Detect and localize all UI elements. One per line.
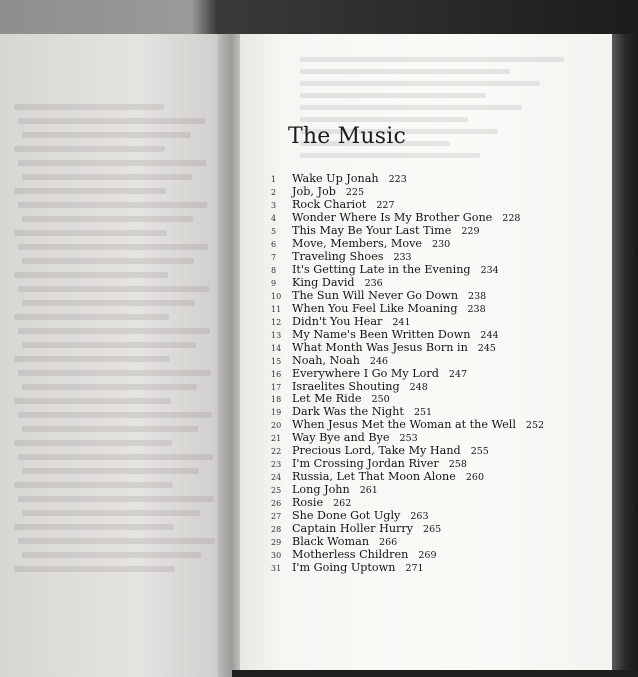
toc-entry-number: 3: [271, 200, 277, 210]
toc-entry-title: Way Bye and Bye: [292, 431, 390, 445]
left-page-ghost-text: [18, 328, 210, 334]
toc-entry: [271, 302, 544, 315]
toc-entry: [271, 367, 544, 380]
toc-entry-number: 30: [271, 551, 282, 561]
toc-entry-page: 234: [480, 264, 499, 276]
toc-entry: [271, 315, 544, 328]
left-page-ghost-text: [18, 454, 213, 460]
toc-entry-title: When You Feel Like Moaning: [292, 301, 458, 315]
toc-entry-number: 7: [271, 252, 277, 262]
toc-entry-number: 23: [271, 460, 282, 470]
left-page-ghost-text: [14, 272, 168, 278]
toc-entry-number: 10: [271, 291, 282, 301]
toc-entry-title: Long John: [292, 483, 350, 497]
toc-entry-page: 241: [392, 316, 411, 328]
toc-entry-title: Black Woman: [292, 535, 370, 549]
toc-entry: [271, 522, 544, 535]
left-page-ghost-text: [18, 538, 215, 544]
left-page-ghost-text: [18, 412, 212, 418]
toc-entry: [271, 509, 544, 522]
toc-entry-page: 253: [399, 433, 418, 445]
toc-entry-page: 245: [477, 342, 496, 354]
toc-entry-title: Precious Lord, Take My Hand: [292, 444, 461, 458]
left-page-ghost-text: [14, 146, 165, 152]
toc-entry-page: 238: [468, 290, 487, 302]
toc-entry: [271, 354, 544, 367]
toc-entry-page: 248: [409, 381, 428, 393]
left-page-ghost-text: [14, 356, 170, 362]
toc-entry-page: 250: [371, 394, 390, 406]
toc-entry: [271, 172, 544, 185]
toc-entry-title: This May Be Your Last Time: [292, 223, 452, 237]
toc-entry-page: 228: [502, 212, 521, 224]
toc-entry-page: 223: [388, 174, 407, 185]
toc-entry-page: 260: [465, 472, 485, 484]
left-page-ghost-text: [22, 174, 192, 180]
toc-entry-title: Captain Holler Hurry: [292, 522, 414, 536]
left-page-ghost-text: [22, 258, 194, 264]
toc-entry: [271, 198, 544, 211]
book-bottom-edge: [232, 670, 638, 677]
toc-entry-number: 31: [271, 564, 282, 574]
toc-entry: [271, 496, 544, 509]
toc-entry-page: 230: [432, 238, 451, 250]
toc-entry-number: 26: [271, 499, 282, 509]
left-page-ghost-text: [22, 468, 199, 474]
toc-entry-number: 20: [271, 421, 282, 431]
left-page-ghost-text: [14, 482, 173, 488]
toc-entry-title: Dark Was the Night: [292, 405, 404, 419]
toc-entry-page: 263: [410, 511, 429, 523]
toc-entry: [271, 289, 544, 302]
left-page-ghost-text: [14, 398, 171, 404]
toc-entry-page: 255: [470, 446, 489, 458]
left-page-ghost-text: [22, 384, 197, 390]
book-right-edge: [612, 34, 638, 677]
toc-entry-number: 29: [271, 538, 282, 548]
toc-entry-number: 17: [271, 382, 282, 392]
toc-entry-number: 9: [271, 278, 277, 288]
toc-entry-title: Didn't You Hear: [292, 314, 383, 328]
toc-entry-number: 27: [271, 512, 282, 522]
toc-entry-number: 25: [271, 486, 282, 496]
toc-entry: [271, 561, 544, 574]
toc-entry-title: King David: [292, 275, 355, 289]
toc-entry-page: 225: [345, 186, 365, 198]
toc-entry-number: 15: [271, 356, 282, 366]
toc-entry: [271, 263, 544, 276]
toc-entry-page: 244: [480, 329, 499, 341]
toc-entry-page: 261: [359, 485, 378, 497]
toc-entry: [271, 328, 544, 341]
left-page: [0, 34, 232, 677]
toc-entry-page: 246: [369, 355, 389, 367]
toc-entry-number: 6: [271, 239, 277, 249]
left-page-ghost-text: [14, 104, 164, 110]
toc-entry-page: 271: [405, 563, 424, 575]
toc-entry-page: 252: [525, 420, 545, 432]
toc-entry: [271, 444, 544, 457]
toc-entry-number: 8: [271, 265, 277, 275]
toc-entry-title: Wake Up Jonah: [292, 172, 379, 185]
left-page-ghost-text: [18, 496, 214, 502]
left-page-ghost-text: [14, 188, 166, 194]
toc-entry: [271, 418, 544, 431]
toc-entry-title: Russia, Let That Moon Alone: [292, 470, 456, 484]
toc-entry: [271, 392, 544, 405]
left-page-ghost-text: [18, 202, 207, 208]
left-page-ghost-text: [22, 342, 196, 348]
toc-entry-page: 233: [393, 251, 412, 263]
toc-entry-title: Motherless Children: [292, 548, 409, 562]
toc-entry-page: 229: [461, 225, 480, 237]
toc-entry-number: 19: [271, 408, 282, 418]
toc-entry-page: 262: [333, 498, 352, 510]
toc-entry-title: Israelites Shouting: [292, 379, 400, 393]
toc-entry-title: It's Getting Late in the Evening: [292, 262, 471, 276]
left-page-ghost-text: [18, 118, 205, 124]
toc-entry: [271, 535, 544, 548]
toc-entry-title: Rosie: [292, 496, 324, 510]
toc-entry: [271, 224, 544, 237]
toc-entry-title: I'm Going Uptown: [292, 561, 396, 575]
toc-entry-title: When Jesus Met the Woman at the Well: [292, 418, 516, 432]
left-page-ghost-text: [14, 440, 172, 446]
toc-entry: [271, 237, 544, 250]
toc-entry-title: Move, Members, Move: [292, 236, 423, 250]
toc-entry-number: 28: [271, 525, 282, 535]
toc-entry: [271, 548, 544, 561]
left-page-ghost-text: [22, 510, 200, 516]
toc-entry-title: Noah, Noah: [292, 353, 360, 367]
toc-entry-title: I'm Crossing Jordan River: [292, 457, 439, 471]
toc-entry: [271, 380, 544, 393]
left-page-ghost-text: [18, 370, 211, 376]
left-page-ghost-text: [22, 216, 193, 222]
show-through-text: [300, 50, 600, 190]
toc-entry-page: 265: [423, 524, 442, 536]
toc-entry-title: Rock Chariot: [292, 197, 367, 211]
toc-entry-title: Everywhere I Go My Lord: [292, 366, 439, 380]
toc-entry-number: 5: [271, 226, 277, 236]
left-page-ghost-text: [22, 300, 195, 306]
toc-entry-page: 236: [364, 277, 383, 289]
toc-entry-page: 258: [448, 459, 467, 471]
left-page-ghost-text: [14, 230, 167, 236]
toc-entry: [271, 211, 544, 224]
toc-entry-title: What Month Was Jesus Born in: [292, 340, 468, 354]
toc-entry: [271, 483, 544, 496]
toc-entry-number: 4: [271, 213, 277, 223]
toc-entry-number: 13: [271, 330, 282, 340]
left-page-ghost-text: [22, 426, 198, 432]
toc-entry: [271, 470, 544, 483]
toc-entry: [271, 276, 544, 289]
toc-entry-number: 16: [271, 369, 282, 379]
toc-entry-title: Traveling Shoes: [292, 249, 384, 263]
toc-entry-number: 24: [271, 473, 282, 483]
toc-entry: [271, 341, 544, 354]
toc-entry-number: 14: [271, 343, 282, 353]
page-title: The Music: [288, 124, 406, 149]
left-page-ghost-text: [14, 524, 174, 530]
toc-entry: [271, 431, 544, 444]
toc-entry: [271, 457, 544, 470]
toc-entry: [271, 405, 544, 418]
toc-entry-page: 238: [467, 303, 486, 315]
toc-entry-number: 1: [271, 175, 277, 184]
toc-entry-title: The Sun Will Never Go Down: [292, 288, 459, 302]
toc-entry: [271, 185, 544, 198]
toc-entry-page: 247: [448, 368, 468, 380]
left-page-ghost-text: [18, 286, 209, 292]
toc-entry-page: 266: [379, 537, 398, 549]
toc-entry-title: She Done Got Ugly: [292, 509, 401, 523]
left-page-ghost-text: [18, 160, 206, 166]
toc-entry-number: 22: [271, 447, 282, 457]
toc-entry-title: Job, Job: [292, 184, 336, 198]
toc-entry-page: 227: [376, 199, 395, 211]
toc-entry-number: 18: [271, 395, 282, 405]
toc-entry-title: Wonder Where Is My Brother Gone: [292, 210, 493, 224]
toc-entry-number: 21: [271, 434, 282, 444]
toc-entry-number: 2: [271, 187, 277, 197]
toc-list: [271, 172, 544, 574]
toc-entry-page: 269: [418, 550, 437, 562]
left-page-ghost-text: [18, 244, 208, 250]
toc-entry-number: 11: [271, 304, 282, 314]
left-page-ghost-text: [22, 132, 191, 138]
toc-entry-title: Let Me Ride: [292, 392, 362, 406]
left-page-ghost-text: [14, 314, 169, 320]
toc-entry-number: 12: [271, 317, 282, 327]
toc-entry: [271, 250, 544, 263]
toc-entry-page: 251: [413, 407, 433, 419]
left-page-ghost-text: [14, 566, 175, 572]
left-page-ghost-text: [22, 552, 201, 558]
toc-entry-title: My Name's Been Written Down: [292, 327, 471, 341]
